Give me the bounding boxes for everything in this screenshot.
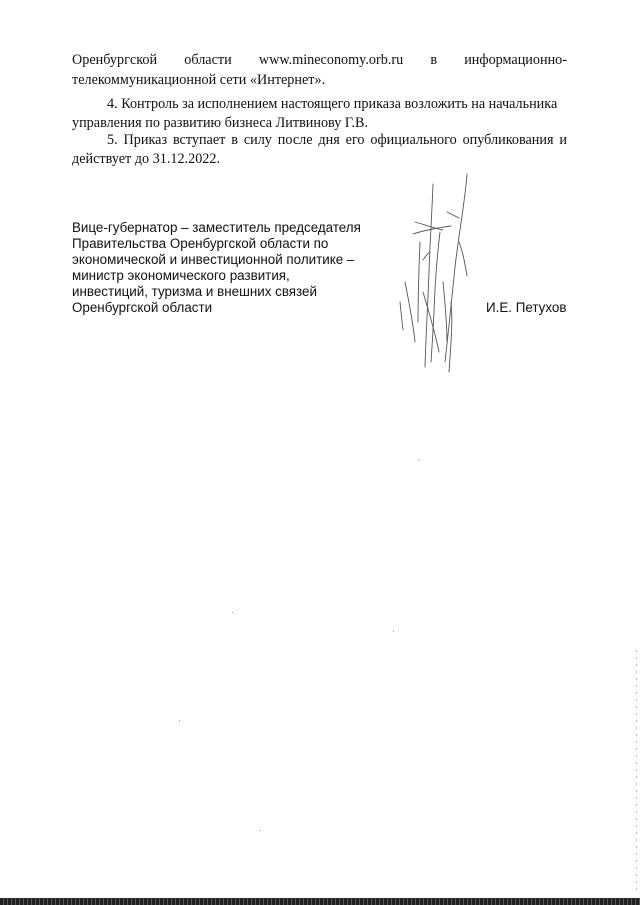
word: в <box>430 52 438 68</box>
item-4-line-2: управления по развитию бизнеса Литвинову Г.В. <box>72 115 369 131</box>
handwritten-signature <box>385 172 495 377</box>
word: дня <box>318 132 340 148</box>
item-5-line-1 <box>107 132 567 149</box>
scan-speck <box>260 830 261 831</box>
word: и <box>559 132 567 148</box>
word: Приказ <box>123 132 168 148</box>
position-line: Правительства Оренбургской области по <box>72 236 329 251</box>
word: Оренбургской <box>72 52 158 68</box>
word: области <box>184 52 232 68</box>
website-url: www.mineconomy.orb.ru <box>258 52 404 68</box>
scan-speck <box>393 631 394 632</box>
item-5-line-2: действует до 31.12.2022. <box>72 151 221 167</box>
word: официального <box>370 132 457 148</box>
word: информационно- <box>464 52 567 68</box>
word: опубликования <box>462 132 554 148</box>
position-line: Оренбургской области <box>72 300 213 315</box>
item-4-line-1: 4. Контроль за исполнением настоящего приказа возложить на начальника <box>107 96 558 112</box>
position-line: министр экономического развития, <box>72 268 290 283</box>
position-line: экономической и инвестиционной политике – <box>72 252 355 267</box>
scan-speck <box>179 720 180 721</box>
word: 5. <box>107 132 118 148</box>
signatory-name: И.Е. Петухов <box>486 300 567 315</box>
position-line: инвестиций, туризма и внешних связей <box>72 284 317 299</box>
paragraph-line-justified <box>72 52 567 69</box>
word: силу <box>243 132 272 148</box>
position-line: Вице-губернатор – заместитель председателя <box>72 220 361 235</box>
scan-bottom-border <box>0 898 640 905</box>
word: после <box>277 132 313 148</box>
word: его <box>345 132 365 148</box>
scan-speck <box>232 612 233 613</box>
word: в <box>231 132 238 148</box>
scan-edge-artifact <box>636 650 637 890</box>
paragraph-line: телекоммуникационной сети «Интернет». <box>72 72 326 88</box>
scan-speck <box>418 460 419 461</box>
word: вступает <box>172 132 226 148</box>
